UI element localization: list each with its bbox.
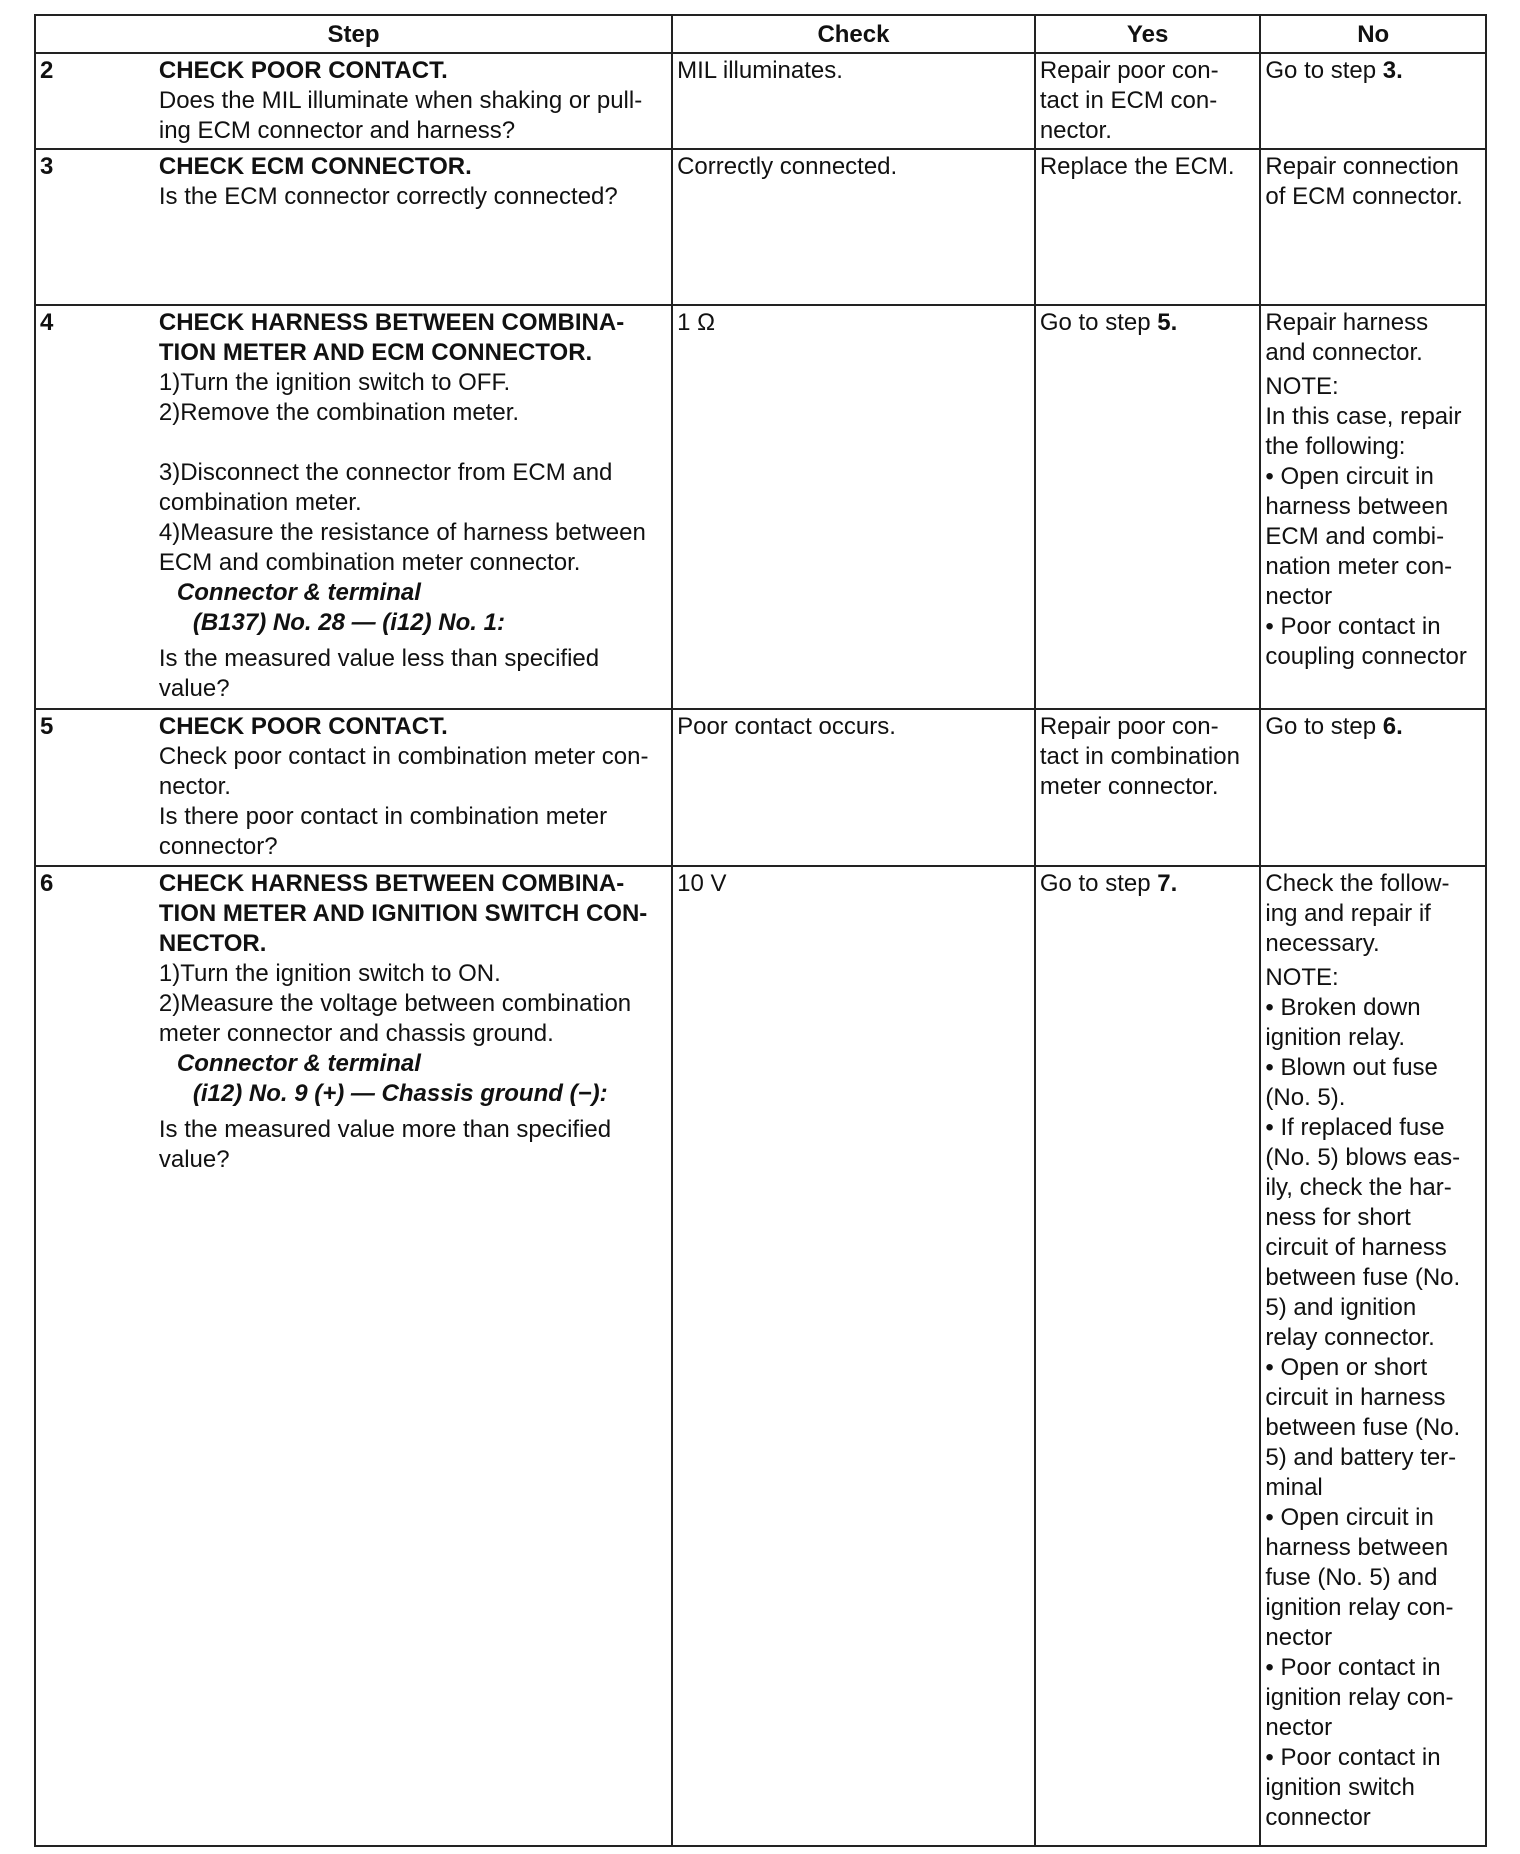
step-number: 6 — [35, 866, 153, 1846]
step-text-line: ECM and combination meter connector. — [158, 549, 581, 576]
header-no: No — [1260, 15, 1486, 53]
bullet-line: (No. 5) blows eas- — [1265, 1144, 1461, 1171]
yes-cell — [1035, 709, 1261, 866]
step-text-line: ing ECM connector and harness? — [158, 117, 516, 144]
bullet-line: connector — [1265, 1804, 1371, 1831]
step-text-line: nector. — [158, 773, 231, 800]
step-title: CHECK HARNESS BETWEEN COMBINA- — [158, 870, 625, 897]
bullet-line: ignition relay con- — [1265, 1594, 1454, 1621]
step-title: TION METER AND IGNITION SWITCH CON- — [158, 900, 648, 927]
step-text-line: Is there poor contact in combination meter — [158, 803, 608, 830]
no-text-line: Repair harness — [1265, 309, 1429, 336]
bullet-line: • Poor contact in — [1265, 1744, 1441, 1771]
step-text-line: 1)Turn the ignition switch to ON. — [158, 960, 501, 987]
yes-text-line: Repair poor con- — [1039, 713, 1219, 740]
step-description — [153, 866, 672, 1846]
table-row-step-5 — [35, 709, 1486, 866]
step-number: 2 — [35, 53, 153, 149]
no-cell — [1260, 709, 1486, 866]
bullet-line: circuit of harness — [1265, 1234, 1447, 1261]
bullet-line: coupling connector — [1265, 643, 1467, 670]
bullet-line: • Open or short — [1265, 1354, 1428, 1381]
bullet-line: minal — [1265, 1474, 1323, 1501]
goto-text: Go to step — [1265, 57, 1383, 84]
bullet-line: ily, check the har- — [1265, 1174, 1452, 1201]
bullet-item — [1265, 462, 1481, 612]
goto-step-number: 6. — [1382, 713, 1403, 740]
table-row-step-3 — [35, 149, 1486, 305]
bullet-item — [1265, 1743, 1481, 1833]
check-cell: Correctly connected. — [672, 149, 1035, 305]
step-text-line: 2)Remove the combination meter. — [158, 399, 520, 426]
bullet-line: relay connector. — [1265, 1324, 1435, 1351]
step-description — [153, 709, 672, 866]
no-text-line: of ECM connector. — [1265, 183, 1463, 210]
step-title: CHECK POOR CONTACT. — [158, 713, 448, 740]
step-question: value? — [158, 1146, 230, 1173]
no-cell — [1260, 305, 1486, 709]
goto-text: Go to step — [1039, 870, 1158, 897]
step-text-line: 1)Turn the ignition switch to OFF. — [158, 369, 511, 396]
connector-label: Connector & terminal — [176, 579, 421, 606]
bullet-item — [1265, 993, 1481, 1053]
bullet-line: between fuse (No. — [1265, 1414, 1461, 1441]
bullet-line: • Open circuit in — [1265, 463, 1434, 490]
step-text-line: 4)Measure the resistance of harness between — [158, 519, 646, 546]
diagnostic-table — [34, 14, 1487, 1847]
step-description — [153, 305, 672, 709]
step-text-line: 3)Disconnect the connector from ECM and — [158, 459, 613, 486]
yes-text-line: meter connector. — [1039, 773, 1219, 800]
yes-text-line: tact in ECM con- — [1039, 87, 1218, 114]
no-cell — [1260, 53, 1486, 149]
bullet-line: • Open circuit in — [1265, 1504, 1434, 1531]
step-description — [153, 53, 672, 149]
bullet-line: • Broken down — [1265, 994, 1421, 1021]
table-row-step-4 — [35, 305, 1486, 709]
spacer — [159, 428, 665, 458]
bullet-item — [1265, 1353, 1481, 1503]
bullet-item — [1265, 1653, 1481, 1743]
bullet-line: 5) and battery ter- — [1265, 1444, 1457, 1471]
bullet-line: • Poor contact in — [1265, 613, 1441, 640]
check-cell: Poor contact occurs. — [672, 709, 1035, 866]
bullet-line: • Poor contact in — [1265, 1654, 1441, 1681]
connector-label: Connector & terminal — [176, 1050, 421, 1077]
no-text-line: necessary. — [1265, 930, 1380, 957]
step-title: NECTOR. — [158, 930, 267, 957]
yes-text-line: Replace the ECM. — [1039, 153, 1235, 180]
bullet-item — [1265, 1503, 1481, 1653]
no-cell — [1260, 149, 1486, 305]
note-label: NOTE: — [1265, 964, 1339, 991]
step-number: 3 — [35, 149, 153, 305]
bullet-line: ECM and combi- — [1265, 523, 1445, 550]
bullet-item — [1265, 1113, 1481, 1353]
no-text-line: and connector. — [1265, 339, 1423, 366]
no-cell — [1260, 866, 1486, 1846]
step-number: 5 — [35, 709, 153, 866]
header-step: Step — [35, 15, 672, 53]
step-text-line: 2)Measure the voltage between combination — [158, 990, 632, 1017]
bullet-line: ignition relay. — [1265, 1024, 1406, 1051]
goto-text: Go to step — [1039, 309, 1158, 336]
bullet-line: between fuse (No. — [1265, 1264, 1461, 1291]
yes-cell — [1035, 866, 1261, 1846]
step-title: TION METER AND ECM CONNECTOR. — [158, 339, 593, 366]
bullet-line: • Blown out fuse — [1265, 1054, 1438, 1081]
yes-cell — [1035, 149, 1261, 305]
no-text-line: ing and repair if — [1265, 900, 1431, 927]
goto-step-number: 5. — [1157, 309, 1178, 336]
bullet-line: harness between — [1265, 1534, 1449, 1561]
bullet-line: (No. 5). — [1265, 1084, 1346, 1111]
step-title: CHECK ECM CONNECTOR. — [158, 153, 472, 180]
bullet-line: • If replaced fuse — [1265, 1114, 1445, 1141]
no-text-line: the following: — [1265, 433, 1406, 460]
step-title: CHECK HARNESS BETWEEN COMBINA- — [158, 309, 625, 336]
bullet-line: ignition switch — [1265, 1774, 1415, 1801]
check-cell: 10 V — [672, 866, 1035, 1846]
bullet-line: fuse (No. 5) and — [1265, 1564, 1438, 1591]
bullet-line: nation meter con- — [1265, 553, 1453, 580]
no-text-line: Repair connection — [1265, 153, 1459, 180]
bullet-line: nector — [1265, 1624, 1333, 1651]
bullet-line: harness between — [1265, 493, 1449, 520]
bullet-item — [1265, 1053, 1481, 1113]
connector-terminal: (B137) No. 28 — (i12) No. 1: — [192, 609, 505, 636]
step-question: Is the measured value more than specified — [158, 1116, 612, 1143]
step-question: Is the measured value less than specified — [158, 645, 600, 672]
bullet-line: ignition relay con- — [1265, 1684, 1454, 1711]
step-text-line: meter connector and chassis ground. — [158, 1020, 554, 1047]
step-title: CHECK POOR CONTACT. — [158, 57, 448, 84]
yes-cell — [1035, 305, 1261, 709]
yes-text-line: nector. — [1039, 117, 1112, 144]
yes-text-line: Repair poor con- — [1039, 57, 1219, 84]
step-description — [153, 149, 672, 305]
no-text-line: Check the follow- — [1265, 870, 1450, 897]
step-text-line: combination meter. — [158, 489, 362, 516]
yes-text-line: tact in combination — [1039, 743, 1240, 770]
header-check: Check — [672, 15, 1035, 53]
step-text-line: connector? — [158, 833, 278, 860]
header-row — [35, 15, 1486, 53]
goto-step-number: 3. — [1382, 57, 1403, 84]
bullet-line: ness for short — [1265, 1204, 1411, 1231]
bullet-line: 5) and ignition — [1265, 1294, 1417, 1321]
bullet-item — [1265, 612, 1481, 672]
note-label: NOTE: — [1265, 373, 1339, 400]
table-row-step-6 — [35, 866, 1486, 1846]
table-row-step-2 — [35, 53, 1486, 149]
step-text-line: Does the MIL illuminate when shaking or pull- — [158, 87, 643, 114]
step-text-line: Is the ECM connector correctly connected? — [158, 183, 618, 210]
goto-text: Go to step — [1265, 713, 1383, 740]
goto-step-number: 7. — [1157, 870, 1178, 897]
step-number: 4 — [35, 305, 153, 709]
bullet-line: nector — [1265, 583, 1333, 610]
yes-cell — [1035, 53, 1261, 149]
step-text-line: Check poor contact in combination meter con- — [158, 743, 649, 770]
check-cell: MIL illuminates. — [672, 53, 1035, 149]
bullet-line: circuit in harness — [1265, 1384, 1446, 1411]
step-question: value? — [158, 675, 230, 702]
bullet-line: nector — [1265, 1714, 1333, 1741]
header-yes: Yes — [1035, 15, 1261, 53]
check-cell: 1 Ω — [672, 305, 1035, 709]
no-text-line: In this case, repair — [1265, 403, 1462, 430]
connector-terminal: (i12) No. 9 (+) — Chassis ground (−): — [192, 1080, 608, 1107]
